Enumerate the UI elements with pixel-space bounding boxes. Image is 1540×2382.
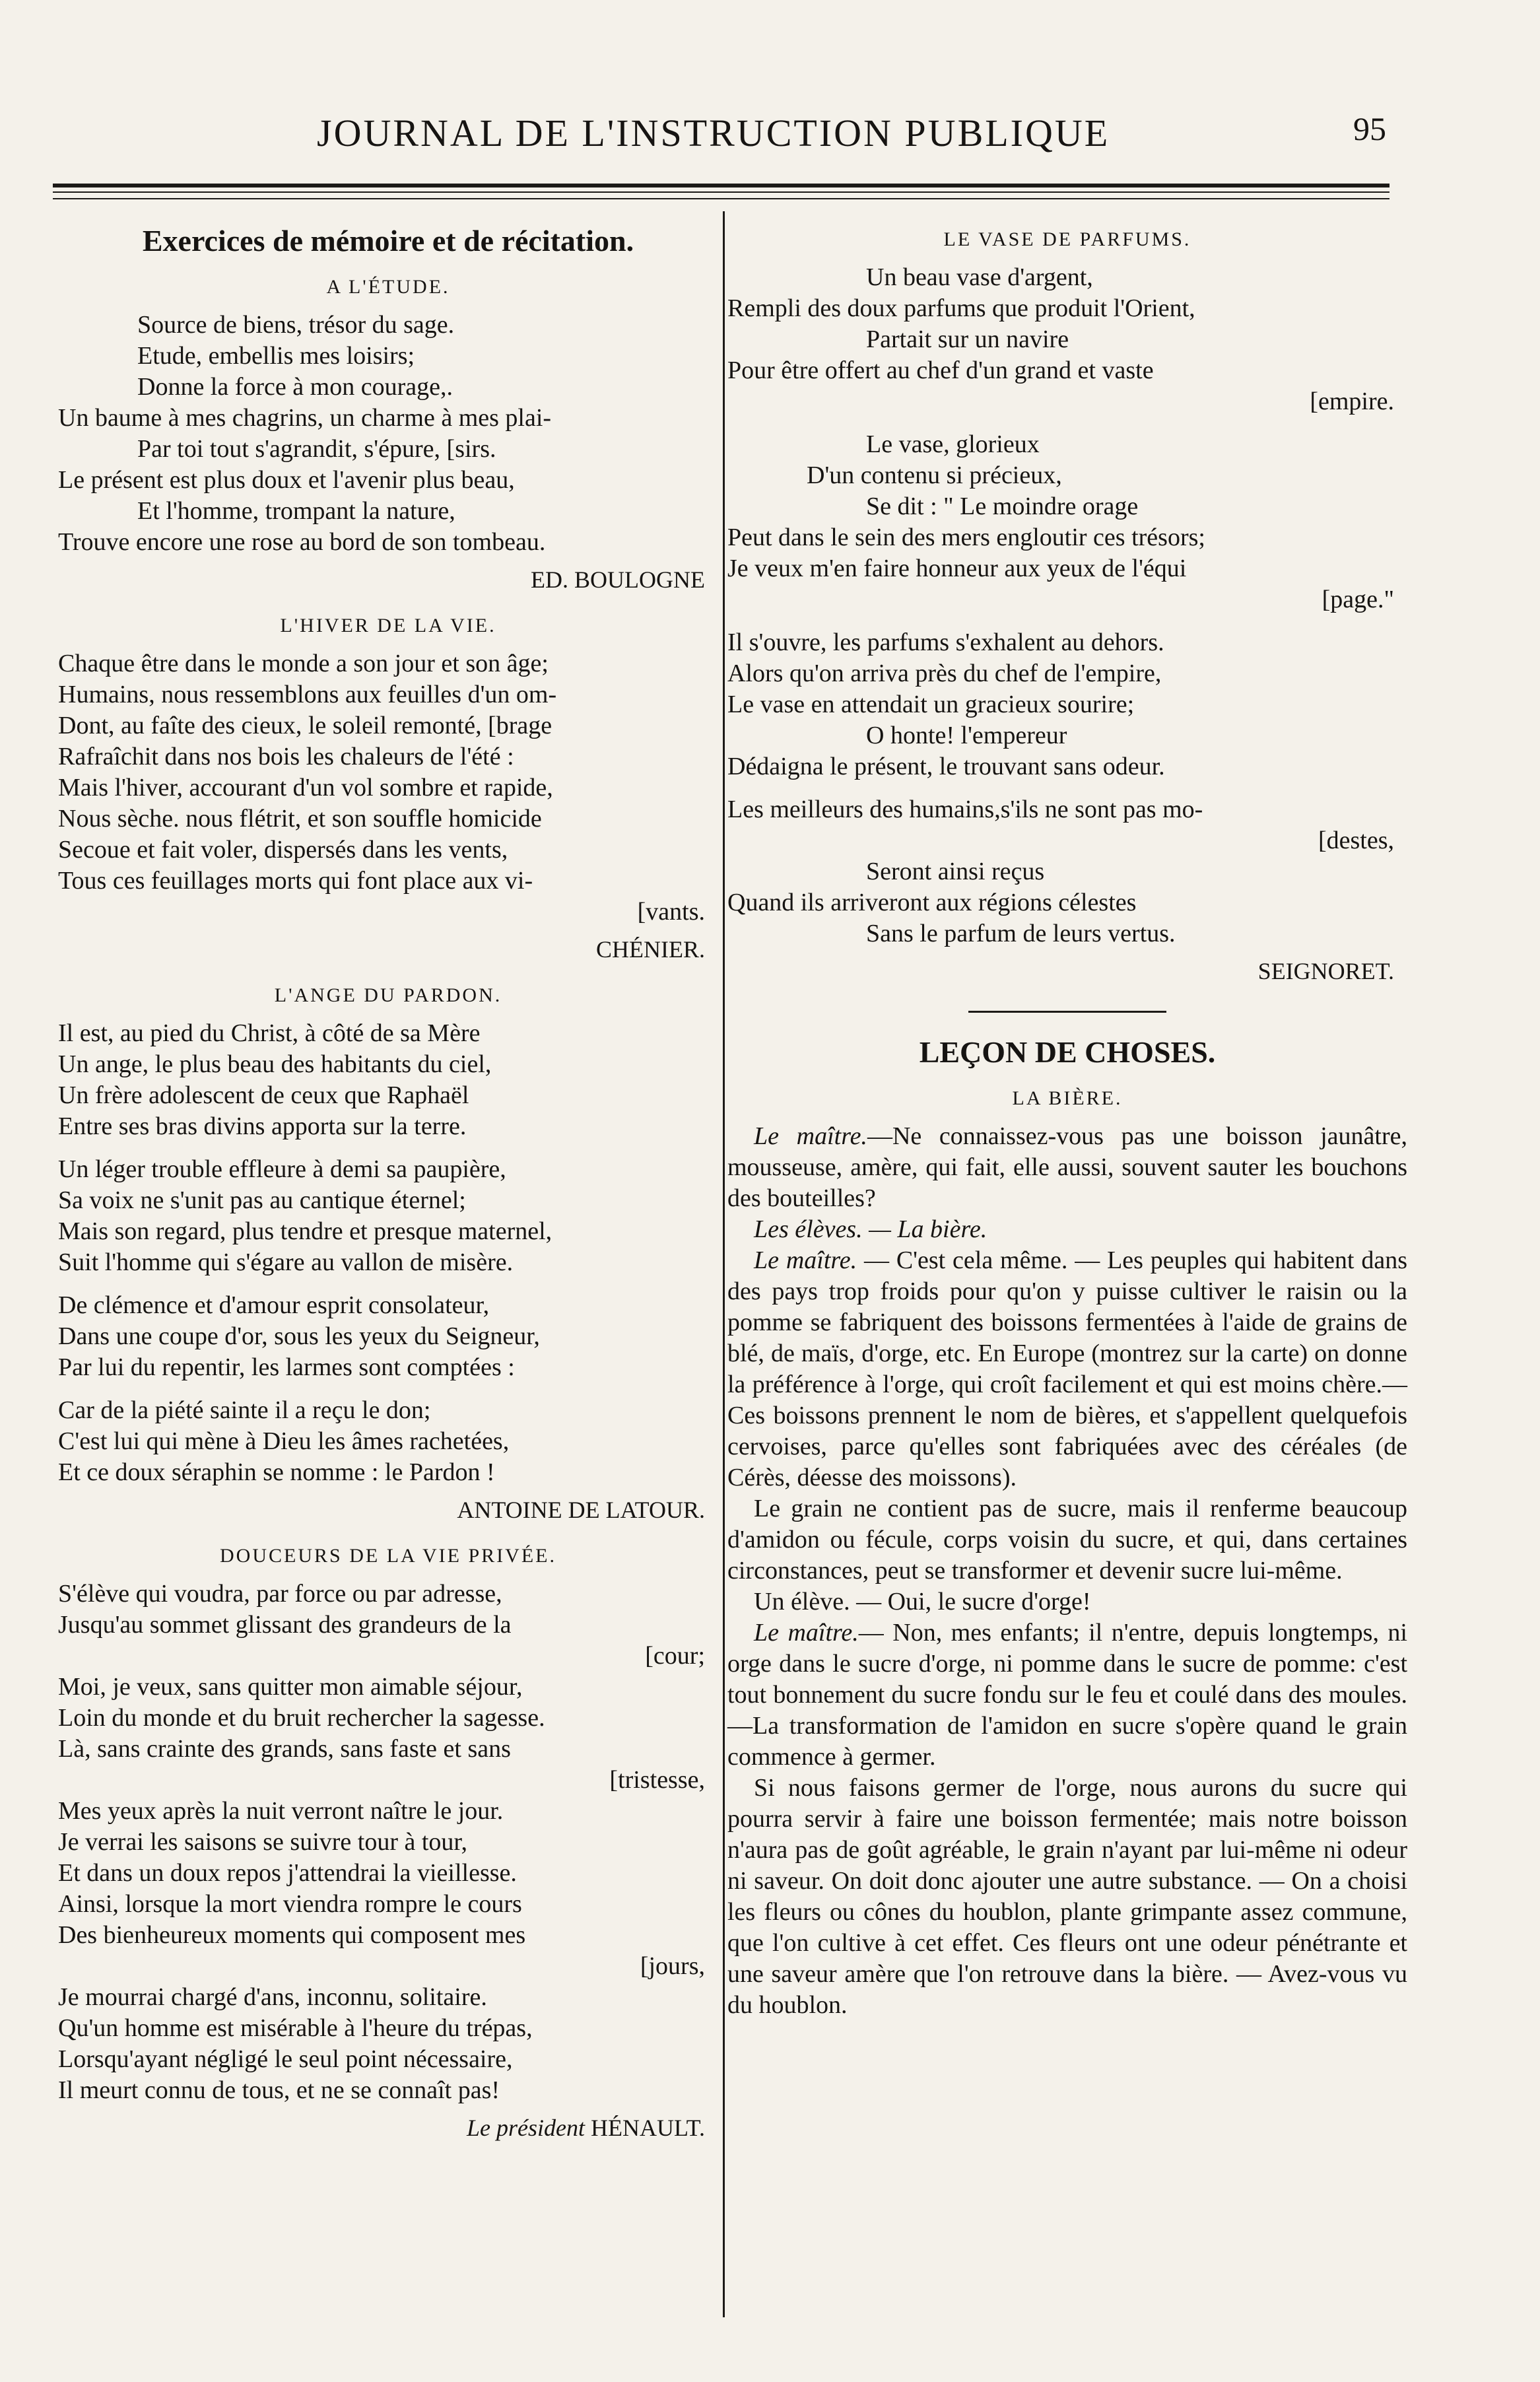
poem-line: [page."	[1322, 586, 1394, 613]
poem-line: Dont, au faîte des cieux, le soleil remonté, [brage	[58, 712, 552, 739]
paragraph-text: — C'est cela même. — Les peuples qui habitent dans des pays trop froids pour qu'on y puisse cultiver le raisin ou la pomme se fabriquent des boissons fermentées à l'aide de grains de blé, de maïs, d'orge, etc. En Europe (montrez sur la carte) on donne la préférence à l'orge, qui croît facilement et qui est moins chère.— Ces boissons prennent le nom de bières, et s'appellent quelquefois cervoises, parce qu'elles sont fabriquées avec des céréales (de Cérès, déesse des moissons).	[727, 1246, 1407, 1491]
poem-line: Et l'homme, trompant la nature,	[137, 497, 455, 525]
poem-line: Par toi tout s'agrandit, s'épure, [sirs.	[137, 435, 496, 463]
stanza-gap	[58, 1278, 718, 1290]
poem-line: Trouve encore une rose au bord de son tombeau.	[58, 528, 546, 556]
poem-line: Se dit : " Le moindre orage	[866, 493, 1139, 520]
poem-line: Sans le parfum de leurs vertus.	[866, 920, 1176, 947]
stanza-gap	[727, 615, 1407, 627]
poem-line: Etude, embellis mes loisirs;	[137, 342, 415, 370]
poem-line: Et dans un doux repos j'attendrai la vieillesse.	[58, 1859, 517, 1887]
poem-hiver-de-la-vie	[58, 648, 718, 928]
poem-line: Suit l'homme qui s'égare au vallon de misère.	[58, 1248, 514, 1276]
stanza-gap	[727, 417, 1407, 429]
speaker: Le maître.	[754, 1619, 859, 1647]
poem-line: Nous sèche. nous flétrit, et son souffle homicide	[58, 805, 542, 833]
poem-vase-de-parfums	[727, 262, 1407, 949]
header-rule	[53, 184, 1389, 187]
poem-title: L'HIVER DE LA VIE.	[280, 615, 496, 636]
poem-line: [vants.	[637, 898, 705, 926]
stanza-gap	[58, 1142, 718, 1154]
lesson-subtitle: LA BIÈRE.	[1012, 1087, 1123, 1109]
poem-line: Et ce doux séraphin se nomme : le Pardon !	[58, 1458, 495, 1486]
poem-line: Seront ainsi reçus	[866, 858, 1045, 885]
poem-line: [cour;	[645, 1642, 705, 1670]
poem-line: Moi, je veux, sans quitter mon aimable séjour,	[58, 1673, 523, 1701]
poem-line: Quand ils arriveront aux régions célestes	[727, 889, 1137, 916]
poem-author: ANTOINE DE LATOUR.	[457, 1497, 705, 1523]
poem-line: Là, sans crainte des grands, sans faste et sans	[58, 1735, 511, 1763]
poem-line: Les meilleurs des humains,s'ils ne sont pas mo-	[727, 796, 1203, 823]
poem-line: Pour être offert au chef d'un grand et vaste	[727, 357, 1154, 384]
lesson-text	[727, 1121, 1407, 2021]
poem-line: Un beau vase d'argent,	[866, 263, 1093, 291]
poem-line: Qu'un homme est misérable à l'heure du trépas,	[58, 2014, 533, 2042]
poem-line: Dans une coupe d'or, sous les yeux du Seigneur,	[58, 1322, 540, 1350]
poem-line: Jusqu'au sommet glissant des grandeurs de la	[58, 1611, 512, 1639]
poem-line: Source de biens, trésor du sage.	[137, 311, 455, 339]
poem-line: Je mourrai chargé d'ans, inconnu, solitaire.	[58, 1983, 487, 2011]
poem-line: De clémence et d'amour esprit consolateur,	[58, 1291, 490, 1319]
poem-line: Dédaigna le présent, le trouvant sans odeur.	[727, 753, 1165, 780]
poem-title: L'ANGE DU PARDON.	[274, 984, 502, 1006]
poem-author: CHÉNIER.	[596, 936, 705, 963]
poem-author: ED. BOULOGNE	[531, 566, 705, 593]
poem-line: O honte! l'empereur	[866, 722, 1067, 749]
speaker: Le maître.	[754, 1122, 867, 1150]
lesson-paragraph	[727, 1617, 1407, 1773]
poem-line: Un ange, le plus beau des habitants du ciel,	[58, 1050, 492, 1078]
poem-line: Humains, nous ressemblons aux feuilles d'un om-	[58, 681, 557, 708]
section-title: Exercices de mémoire et de récitation.	[142, 224, 634, 257]
poem-author	[58, 2113, 718, 2144]
poem-author: SEIGNORET.	[1257, 958, 1394, 984]
poem-line: D'un contenu si précieux,	[807, 461, 1062, 489]
poem-line: Partait sur un navire	[866, 325, 1069, 353]
poem-line: Mes yeux après la nuit verront naître le jour.	[58, 1797, 504, 1825]
poem-line: [tristesse,	[609, 1766, 705, 1794]
lesson-paragraph	[727, 1121, 1407, 1214]
poem-line: Mais son regard, plus tendre et presque maternel,	[58, 1217, 552, 1245]
poem-a-letude	[58, 310, 718, 558]
poem-line: Donne la force à mon courage,.	[137, 373, 453, 401]
lesson-title: LEÇON DE CHOSES.	[919, 1035, 1216, 1069]
right-column	[727, 215, 1407, 2021]
poem-line: Il meurt connu de tous, et ne se connaît pas!	[58, 2076, 500, 2104]
poem-line: [jours,	[640, 1952, 705, 1980]
poem-line: C'est lui qui mène à Dieu les âmes rachetées,	[58, 1427, 510, 1455]
poem-line: Sa voix ne s'unit pas au cantique éternel;	[58, 1186, 466, 1214]
poem-title: A L'ÉTUDE.	[326, 276, 450, 298]
lesson-paragraph: Les élèves. — La bière.	[754, 1215, 988, 1243]
lesson-paragraph	[727, 1245, 1407, 1493]
poem-line: Rafraîchit dans nos bois les chaleurs de l'été :	[58, 743, 514, 770]
column-divider	[723, 211, 725, 2317]
poem-line: [destes,	[1318, 827, 1394, 854]
poem-douceurs-vie-privee	[58, 1579, 718, 2106]
poem-line: Tous ces feuillages morts qui font place aux vi-	[58, 867, 533, 895]
poem-line: Un baume à mes chagrins, un charme à mes plai-	[58, 404, 552, 432]
header-rule	[53, 191, 1389, 193]
page-number: 95	[1353, 110, 1386, 147]
poem-line: Lorsqu'ayant négligé le seul point nécessaire,	[58, 2045, 513, 2073]
left-column	[58, 215, 718, 2161]
stanza-gap	[727, 782, 1407, 794]
author-name: HÉNAULT.	[591, 2115, 705, 2141]
author-prefix: Le président	[467, 2115, 585, 2141]
lesson-paragraph: Un élève. — Oui, le sucre d'orge!	[754, 1588, 1091, 1616]
poem-line: [empire.	[1310, 388, 1394, 415]
poem-line: Ainsi, lorsque la mort viendra rompre le cours	[58, 1890, 522, 1918]
poem-line: Chaque être dans le monde a son jour et son âge;	[58, 650, 549, 677]
poem-line: Un frère adolescent de ceux que Raphaël	[58, 1081, 469, 1109]
page-header	[46, 99, 1386, 165]
poem-line: Il s'ouvre, les parfums s'exhalent au dehors.	[727, 629, 1164, 656]
paragraph-text: —Ne connaissez-vous pas une boisson jaunâtre, mousseuse, amère, qui fait, elle aussi, souvent sauter les bouchons des bouteilles?	[727, 1122, 1407, 1212]
poem-line: Loin du monde et du bruit rechercher la sagesse.	[58, 1704, 545, 1732]
poem-line: S'élève qui voudra, par force ou par adresse,	[58, 1580, 502, 1608]
poem-line: Secoue et fait voler, dispersés dans les vents,	[58, 836, 508, 864]
poem-line: Un léger trouble effleure à demi sa paupière,	[58, 1155, 506, 1183]
poem-line: Alors qu'on arriva près du chef de l'empire,	[727, 660, 1162, 687]
poem-line: Je verrai les saisons se suivre tour à tour,	[58, 1828, 468, 1856]
poem-line: Entre ses bras divins apporta sur la terre.	[58, 1112, 467, 1140]
poem-line: Il est, au pied du Christ, à côté de sa Mère	[58, 1019, 481, 1047]
poem-title: DOUCEURS DE LA VIE PRIVÉE.	[220, 1545, 556, 1567]
poem-line: Car de la piété sainte il a reçu le don;	[58, 1396, 431, 1424]
poem-line: Le présent est plus doux et l'avenir plus beau,	[58, 466, 515, 494]
running-title: JOURNAL DE L'INSTRUCTION PUBLIQUE	[317, 112, 1110, 154]
poem-line: Le vase en attendait un gracieux sourire;	[727, 691, 1135, 718]
poem-ange-du-pardon	[58, 1018, 718, 1488]
poem-line: Rempli des doux parfums que produit l'Orient,	[727, 294, 1195, 322]
poem-title: LE VASE DE PARFUMS.	[943, 228, 1191, 250]
header-rule	[53, 198, 1389, 199]
stanza-gap	[58, 1383, 718, 1395]
poem-line: Je veux m'en faire honneur aux yeux de l'équi	[727, 555, 1187, 582]
poem-line: Peut dans le sein des mers engloutir ces trésors;	[727, 524, 1205, 551]
lesson-paragraph: Le grain ne contient pas de sucre, mais il renferme beaucoup d'amidon ou fécule, corps voisin du sucre, et qui, dans certaines circonstances, peut se transformer et devenir sucre lui-même.	[727, 1495, 1407, 1584]
poem-line: Mais l'hiver, accourant d'un vol sombre et rapide,	[58, 774, 553, 801]
speaker: Le maître.	[754, 1246, 857, 1274]
section-rule	[968, 1011, 1166, 1013]
paragraph-text: — Non, mes enfants; il n'entre, depuis longtemps, ni orge dans le sucre d'orge, ni pomme dans le sucre de pomme: c'est tout bonnement du sucre fondu sur le feu et coulé dans des moules.—La transformation de l'amidon en sucre s'opère quand le grain commence à germer.	[727, 1619, 1407, 1771]
poem-line: Le vase, glorieux	[866, 430, 1040, 458]
poem-line: Par lui du repentir, les larmes sont comptées :	[58, 1353, 515, 1381]
lesson-paragraph: Si nous faisons germer de l'orge, nous aurons du sucre qui pourra servir à faire une boisson fermentée; mais notre boisson n'aura pas de goût agréable, le grain n'ayant par lui-même ni odeur ni saveur. On doit donc ajouter une autre substance. — On a choisi les fleurs ou cônes du houblon, plante grimpante assez commune, que l'on cultive à cet effet. Ces fleurs ont une odeur pénétrante et une saveur amère que l'on retrouve dans la bière. — Avez-vous vu du houblon.	[727, 1774, 1407, 2019]
poem-line: Des bienheureux moments qui composent mes	[58, 1921, 526, 1949]
